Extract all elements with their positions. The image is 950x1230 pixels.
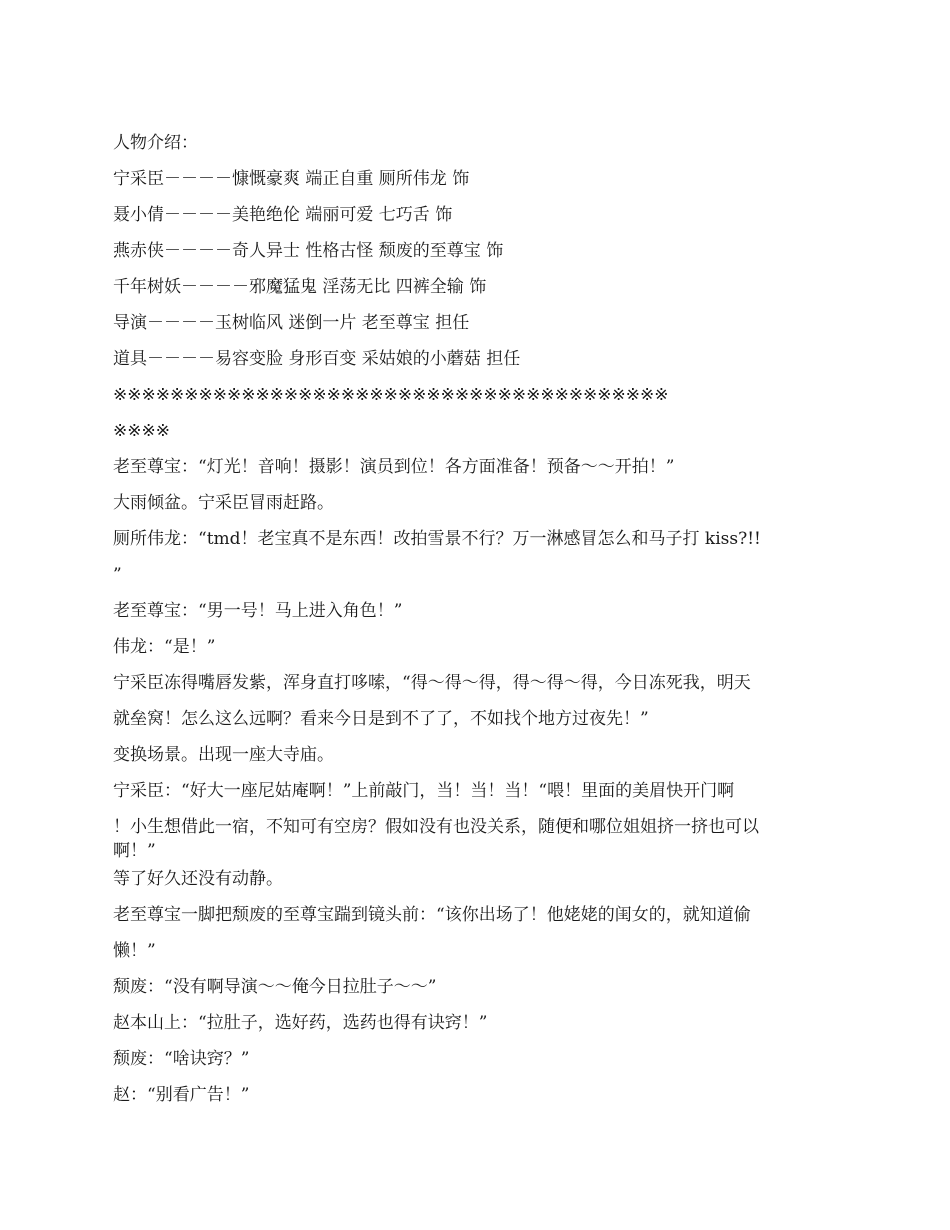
cast-line: 千年树妖－－－－邪魔猛鬼 淫荡无比 四裤全输 饰: [113, 277, 487, 297]
text-line: 就垒窝！怎么这么远啊？看来今日是到不了了，不如找个地方过夜先！”: [113, 709, 649, 729]
text-line: 宁采臣冻得嘴唇发紫，浑身直打哆嗦，“得～得～得，得～得～得，今日冻死我，明天: [113, 673, 751, 693]
text-line: 大雨倾盆。宁采臣冒雨赶路。: [113, 493, 334, 513]
text-line: 宁采臣：“好大一座尼姑庵啊！”上前敲门，当！当！当！“喂！里面的美眉快开门啊: [113, 781, 735, 801]
text-line: 懒！”: [113, 941, 156, 961]
separator-line: ※※※※※※※※※※※※※※※※※※※※※※※※※※※※※※※※※※※※※※※: [113, 385, 669, 405]
text-line: 变换场景。出现一座大寺庙。: [113, 745, 334, 765]
text-line: ”: [113, 565, 122, 585]
text-line: 赵：“别看广告！”: [113, 1085, 250, 1105]
cast-line: 宁采臣－－－－慷慨豪爽 端正自重 厕所伟龙 饰: [113, 169, 470, 189]
text-line: 老至尊宝一脚把颓废的至尊宝踹到镜头前：“该你出场了！他姥姥的闺女的，就知道偷: [113, 905, 751, 925]
text-line: 啊！”: [113, 841, 156, 861]
heading-cast: 人物介绍：: [113, 133, 198, 153]
text-line: 老至尊宝：“男一号！马上进入角色！”: [113, 601, 403, 621]
text-line: 厕所伟龙：“tmd！老宝真不是东西！改拍雪景不行？万一淋感冒怎么和马子打 kiss?!!: [113, 529, 761, 549]
text-line: ！小生想借此一宿，不知可有空房？假如没有也没关系，随便和哪位姐姐挤一挤也可以: [113, 817, 759, 837]
cast-line: 道具－－－－易容变脸 身形百变 采姑娘的小蘑菇 担任: [113, 349, 521, 369]
text-line: 颓废：“啥诀窍？”: [113, 1049, 250, 1069]
cast-line: 导演－－－－玉树临风 迷倒一片 老至尊宝 担任: [113, 313, 470, 333]
text-line: 老至尊宝：“灯光！音响！摄影！演员到位！各方面准备！预备～～开拍！”: [113, 457, 675, 477]
text-line: 赵本山上：“拉肚子，选好药，选药也得有诀窍！”: [113, 1013, 488, 1033]
separator-line: ※※※※: [113, 421, 170, 441]
text-line: 等了好久还没有动静。: [113, 869, 283, 889]
cast-line: 燕赤侠－－－－奇人异士 性格古怪 颓废的至尊宝 饰: [113, 241, 504, 261]
cast-line: 聂小倩－－－－美艳绝伦 端丽可爱 七巧舌 饰: [113, 205, 453, 225]
text-line: 颓废：“没有啊导演～～俺今日拉肚子～～”: [113, 977, 437, 997]
document-page: [113, 125, 825, 1113]
text-line: 伟龙：“是！”: [113, 637, 216, 657]
